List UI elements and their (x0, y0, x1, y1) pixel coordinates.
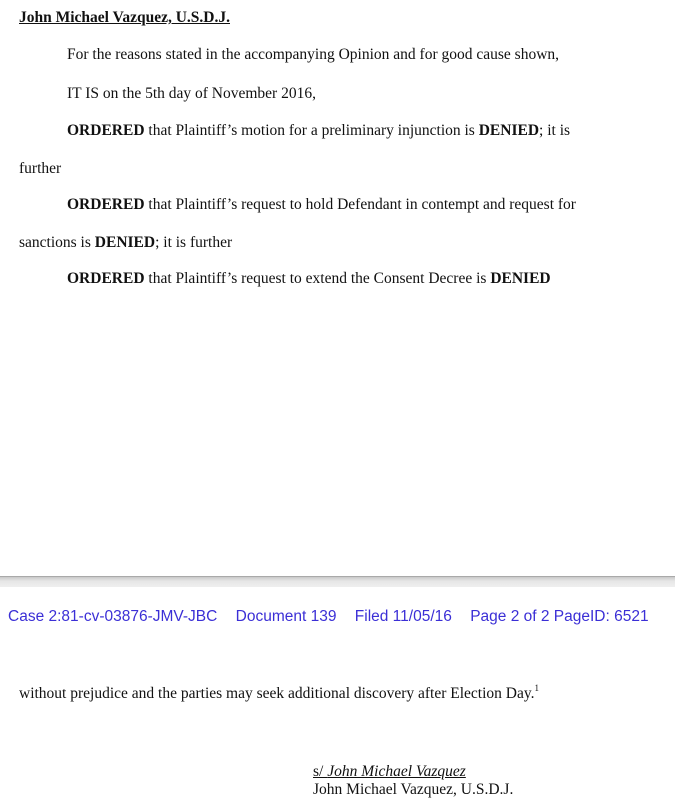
signature-typed-name: John Michael Vazquez, U.S.D.J. (313, 781, 514, 798)
paragraph-reasons: For the reasons stated in the accompanying Opinion and for good cause shown, (67, 46, 560, 63)
footnote-marker: 1 (534, 683, 539, 693)
order-consent-decree (67, 269, 551, 289)
order-continuation: further (19, 160, 62, 177)
denied-label: DENIED (490, 270, 551, 287)
order-preliminary-injunction (67, 121, 570, 141)
paragraph-text: without prejudice and the parties may seek additional discovery after Election Day. (19, 685, 535, 702)
signature-prefix: s/ (313, 763, 328, 780)
denied-label: DENIED (94, 234, 156, 251)
signed-name: John Michael Vazquez (327, 763, 466, 780)
case-header-stamp (8, 607, 649, 627)
order-text: sanctions is (19, 234, 95, 251)
header-judge-name: John Michael Vazquez, U.S.D.J. (19, 9, 230, 26)
order-text: that Plaintiff’s request to extend the Consent Decree is (144, 270, 491, 287)
order-tail: ; it is (539, 122, 571, 139)
case-number: Case 2:81-cv-03876-JMV-JBC (8, 608, 218, 625)
filed-date: Filed 11/05/16 (354, 608, 452, 625)
page-break-divider (0, 576, 675, 587)
signature-line (313, 762, 466, 782)
order-contempt (67, 195, 576, 215)
order-sanctions (19, 233, 232, 253)
paragraph-date: IT IS on the 5th day of November 2016, (67, 85, 316, 102)
ordered-label: ORDERED (67, 122, 145, 139)
ordered-label: ORDERED (67, 270, 145, 287)
document-number: Document 139 (235, 608, 337, 625)
page-info: Page 2 of 2 PageID: 6521 (470, 608, 649, 625)
order-text: that Plaintiff’s request to hold Defendant in contempt and request for (144, 196, 576, 213)
order-tail: ; it is further (155, 234, 233, 251)
denied-label: DENIED (478, 122, 540, 139)
ordered-label: ORDERED (67, 196, 145, 213)
paragraph-without-prejudice (19, 684, 539, 704)
order-text: that Plaintiff’s motion for a preliminary injunction is (144, 122, 479, 139)
